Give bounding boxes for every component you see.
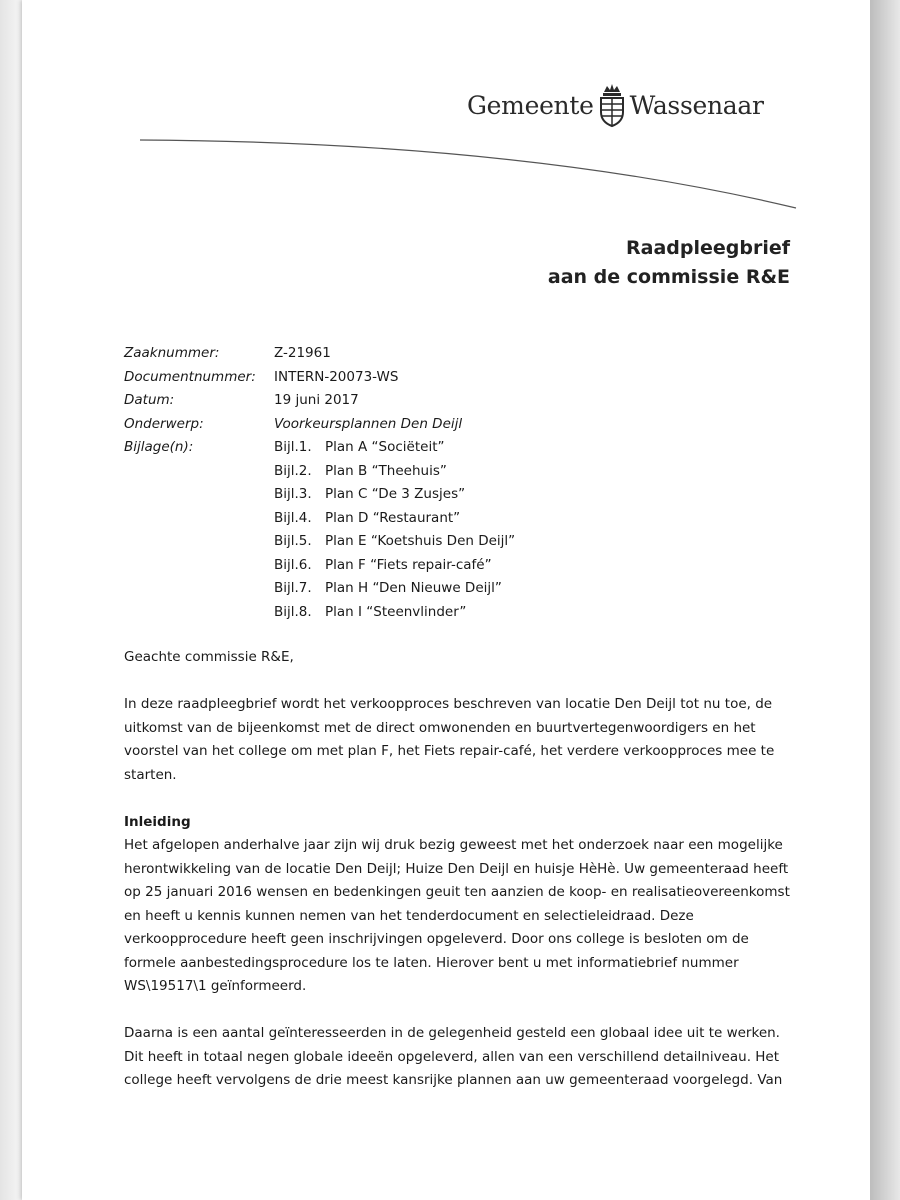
daarna-line: Dit heeft in totaal negen globale ideeën opgeleverd, allen van een verschillend detailniveau. Het — [124, 1048, 780, 1065]
meta-label: Onderwerp: — [124, 415, 204, 432]
page-edge-left — [0, 0, 22, 1200]
letter-body — [124, 646, 824, 1093]
inleiding-line: herontwikkeling van de locatie Den Deijl; Huize Den Deijl en huisje HèHè. Uw gemeenteraad heeft — [124, 860, 789, 877]
meta-label: Datum: — [124, 392, 175, 408]
attachment-list — [274, 436, 515, 624]
inleiding-line: WS\19517\1 geïnformeerd. — [124, 978, 307, 994]
inleiding-line: en heeft u kennis kunnen nemen van het tenderdocument en selectieleidraad. Deze — [124, 907, 694, 924]
meta-value: Voorkeursplannen Den Deijl — [274, 415, 463, 432]
inleiding-line: op 25 januari 2016 wensen en bedenkingen geuit ten aanzien de koop- en realisatieovereenkomst — [124, 884, 790, 900]
attachment-text: Plan C “De 3 Zusjes” — [325, 486, 466, 502]
inleiding-line: verkoopprocedure heeft geen inschrijvingen opgeleverd. Door ons college is besloten om de — [124, 931, 749, 947]
salutation: Geachte commissie R&E, — [124, 649, 294, 665]
header-swoosh-line — [140, 130, 800, 220]
attachment-item — [274, 601, 515, 625]
metadata-block — [124, 342, 515, 624]
attachment-item — [274, 460, 515, 484]
attachment-text: Plan B “Theehuis” — [325, 462, 447, 479]
attachment-number: Bijl.7. — [274, 580, 312, 596]
attachment-item — [274, 530, 515, 554]
inleiding-line: Het afgelopen anderhalve jaar zijn wij druk bezig geweest met het onderzoek naar een mogelijke — [124, 837, 783, 853]
title-line-2: aan de commissie R&E — [547, 266, 790, 288]
meta-row-onderwerp — [124, 413, 515, 437]
attachment-number: Bijl.2. — [274, 462, 312, 479]
intro-line: uitkomst van de bijeenkomst met de direct omwonenden en buurtvertegenwoordigers en het — [124, 719, 756, 736]
attachment-item — [274, 554, 515, 578]
meta-row-bijlagen — [124, 436, 515, 624]
meta-value: Z-21961 — [274, 345, 331, 361]
attachment-number: Bijl.1. — [274, 439, 312, 455]
attachment-number: Bijl.3. — [274, 486, 312, 502]
attachment-text: Plan A “Sociëteit” — [325, 439, 445, 455]
attachment-text: Plan I “Steenvlinder” — [325, 603, 467, 620]
attachment-text: Plan E “Koetshuis Den Deijl” — [325, 533, 516, 549]
letter-title — [548, 234, 790, 292]
attachment-text: Plan F “Fiets repair-café” — [325, 556, 492, 573]
intro-line: starten. — [124, 766, 177, 783]
logo-text-right: Wassenaar — [629, 90, 764, 120]
attachment-number: Bijl.4. — [274, 509, 312, 526]
meta-label: Bijlage(n): — [124, 439, 194, 455]
meta-row-datum — [124, 389, 515, 413]
document-page — [22, 0, 870, 1200]
meta-value: INTERN-20073-WS — [274, 368, 399, 385]
attachment-item — [274, 483, 515, 507]
daarna-line: college heeft vervolgens de drie meest kansrijke plannen aan uw gemeenteraad voorgelegd. Van — [124, 1072, 783, 1088]
meta-row-documentnummer — [124, 366, 515, 390]
attachment-item — [274, 507, 515, 531]
attachment-text: Plan D “Restaurant” — [325, 509, 461, 526]
daarna-line: Daarna is een aantal geïnteresseerden in de gelegenheid gesteld een globaal idee uit te werken. — [124, 1025, 780, 1041]
page-edge-right — [870, 0, 900, 1200]
meta-label: Zaaknummer: — [124, 345, 220, 361]
intro-line: voorstel van het college om met plan F, het Fiets repair-café, het verdere verkoopproces mee te — [124, 743, 775, 759]
meta-value: 19 juni 2017 — [274, 392, 359, 408]
intro-line: In deze raadpleegbrief wordt het verkoopproces beschreven van locatie Den Deijl tot nu toe, de — [124, 696, 773, 712]
attachment-number: Bijl.6. — [274, 556, 312, 573]
meta-row-zaaknummer — [124, 342, 515, 366]
attachment-number: Bijl.5. — [274, 533, 312, 549]
attachment-number: Bijl.8. — [274, 603, 312, 620]
inleiding-line: formele aanbestedingsprocedure los te laten. Hierover bent u met informatiebrief nummer — [124, 954, 739, 971]
title-line-1: Raadpleegbrief — [626, 237, 790, 259]
attachment-item — [274, 436, 515, 460]
logo-text-left: Gemeente — [467, 90, 594, 120]
section-heading-inleiding: Inleiding — [124, 813, 191, 830]
crest-icon — [598, 82, 626, 128]
attachment-text: Plan H “Den Nieuwe Deijl” — [325, 580, 502, 596]
attachment-item — [274, 577, 515, 601]
meta-label: Documentnummer: — [124, 368, 256, 385]
municipality-logo — [467, 82, 764, 128]
